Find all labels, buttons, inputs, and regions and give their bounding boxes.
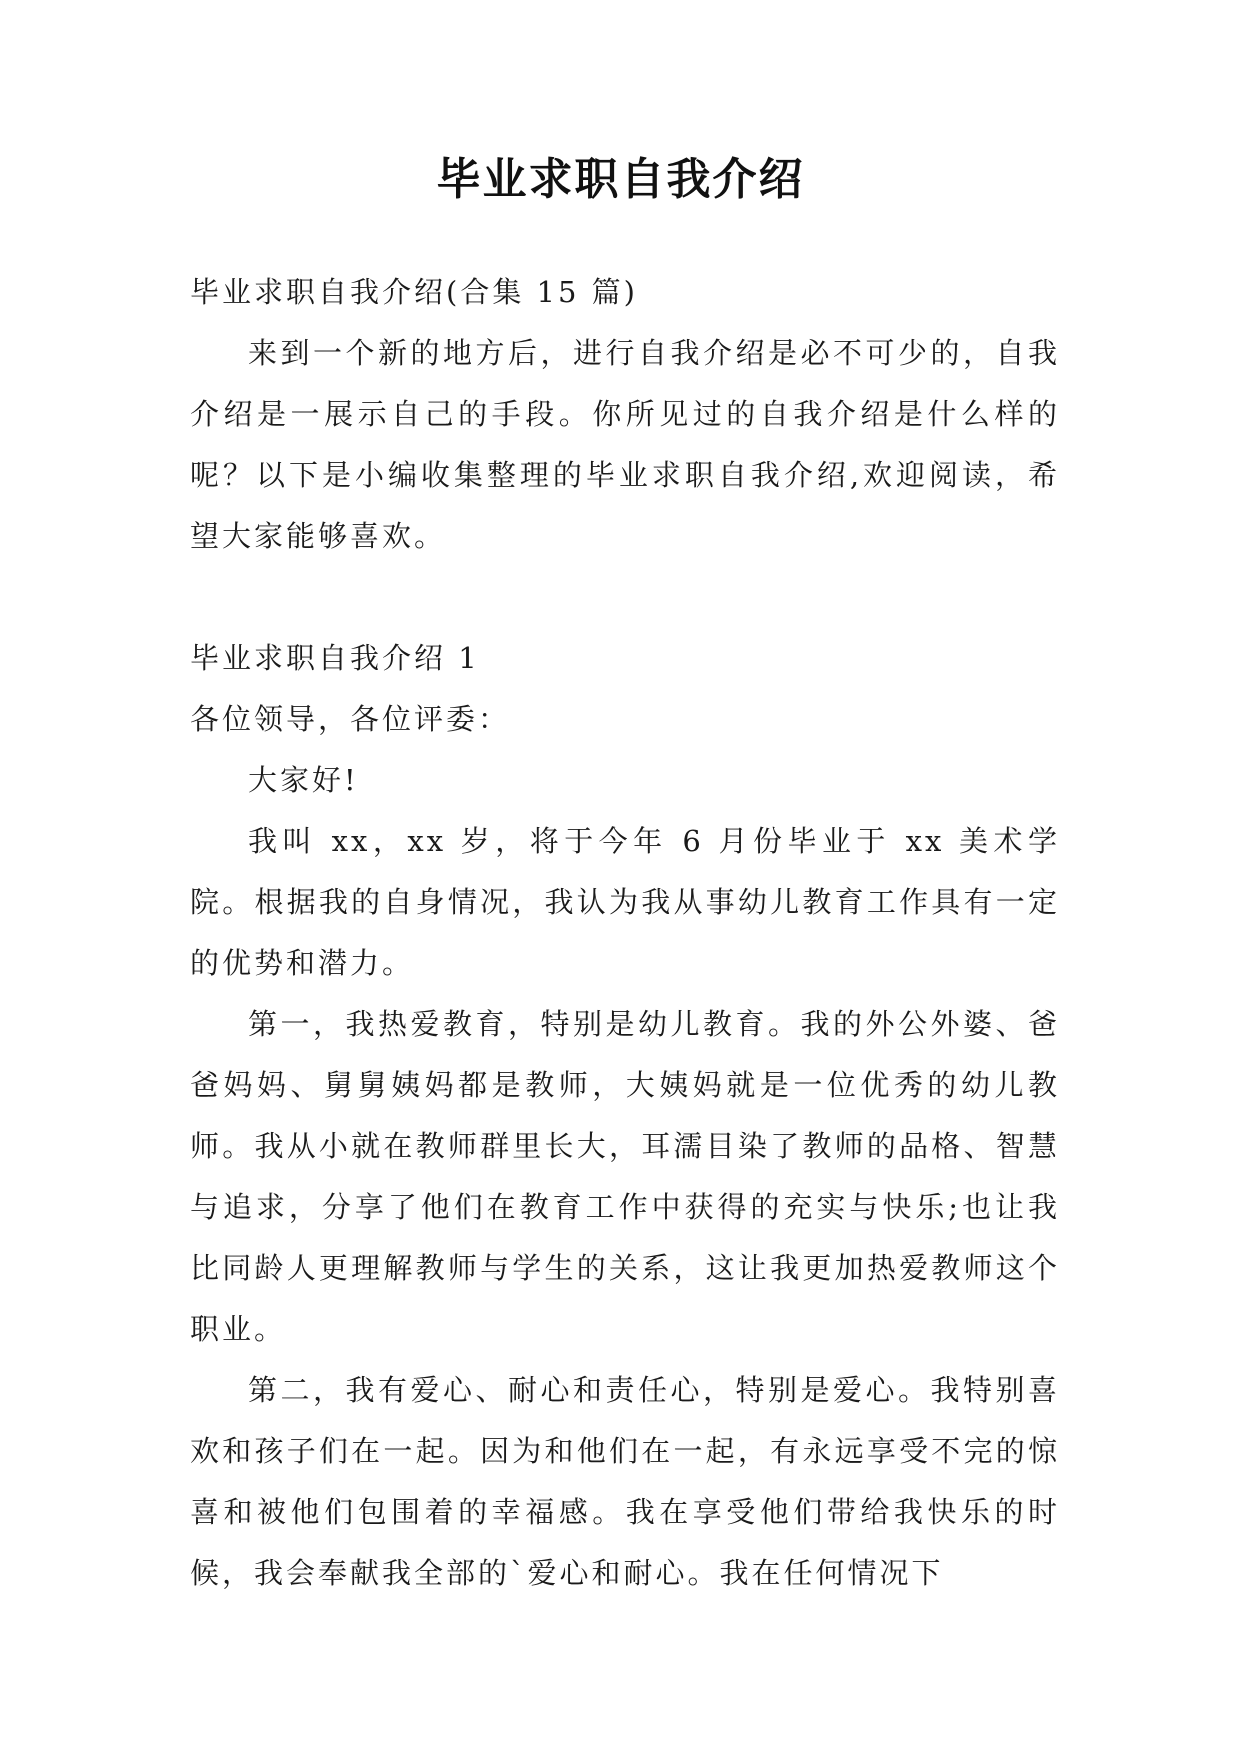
- salutation: 各位领导，各位评委：: [190, 702, 511, 736]
- section-heading: 毕业求职自我介绍 1: [190, 641, 480, 675]
- paragraph-1: 我叫 xx，xx 岁，将于今年 6 月份毕业于 xx 美术学院。根据我的自身情况，我认为我从事幼儿教育工作具有一定的优势和潜力。: [190, 824, 1060, 980]
- document-subtitle: 毕业求职自我介绍(合集 15 篇): [190, 275, 638, 309]
- greeting: 大家好!: [248, 763, 359, 797]
- intro-paragraph: 来到一个新的地方后，进行自我介绍是必不可少的，自我介绍是一展示自己的手段。你所见过的自我介绍是什么样的呢？以下是小编收集整理的毕业求职自我介绍,欢迎阅读，希望大家能够喜欢。: [190, 336, 1060, 553]
- document-body: [190, 262, 1060, 1604]
- paragraph-3: 第二，我有爱心、耐心和责任心，特别是爱心。我特别喜欢和孩子们在一起。因为和他们在一起，有永远享受不完的惊喜和被他们包围着的幸福感。我在享受他们带给我快乐的时候，我会奉献我全部的`爱心和耐心。我在任何情况下: [190, 1373, 1060, 1590]
- paragraph-gap: [190, 567, 1060, 628]
- paragraph-2: 第一，我热爱教育，特别是幼儿教育。我的外公外婆、爸爸妈妈、舅舅姨妈都是教师，大姨妈就是一位优秀的幼儿教师。我从小就在教师群里长大，耳濡目染了教师的品格、智慧与追求，分享了他们在教育工作中获得的充实与快乐;也让我比同龄人更理解教师与学生的关系，这让我更加热爱教师这个职业。: [190, 1007, 1060, 1346]
- document-title: 毕业求职自我介绍: [436, 154, 805, 205]
